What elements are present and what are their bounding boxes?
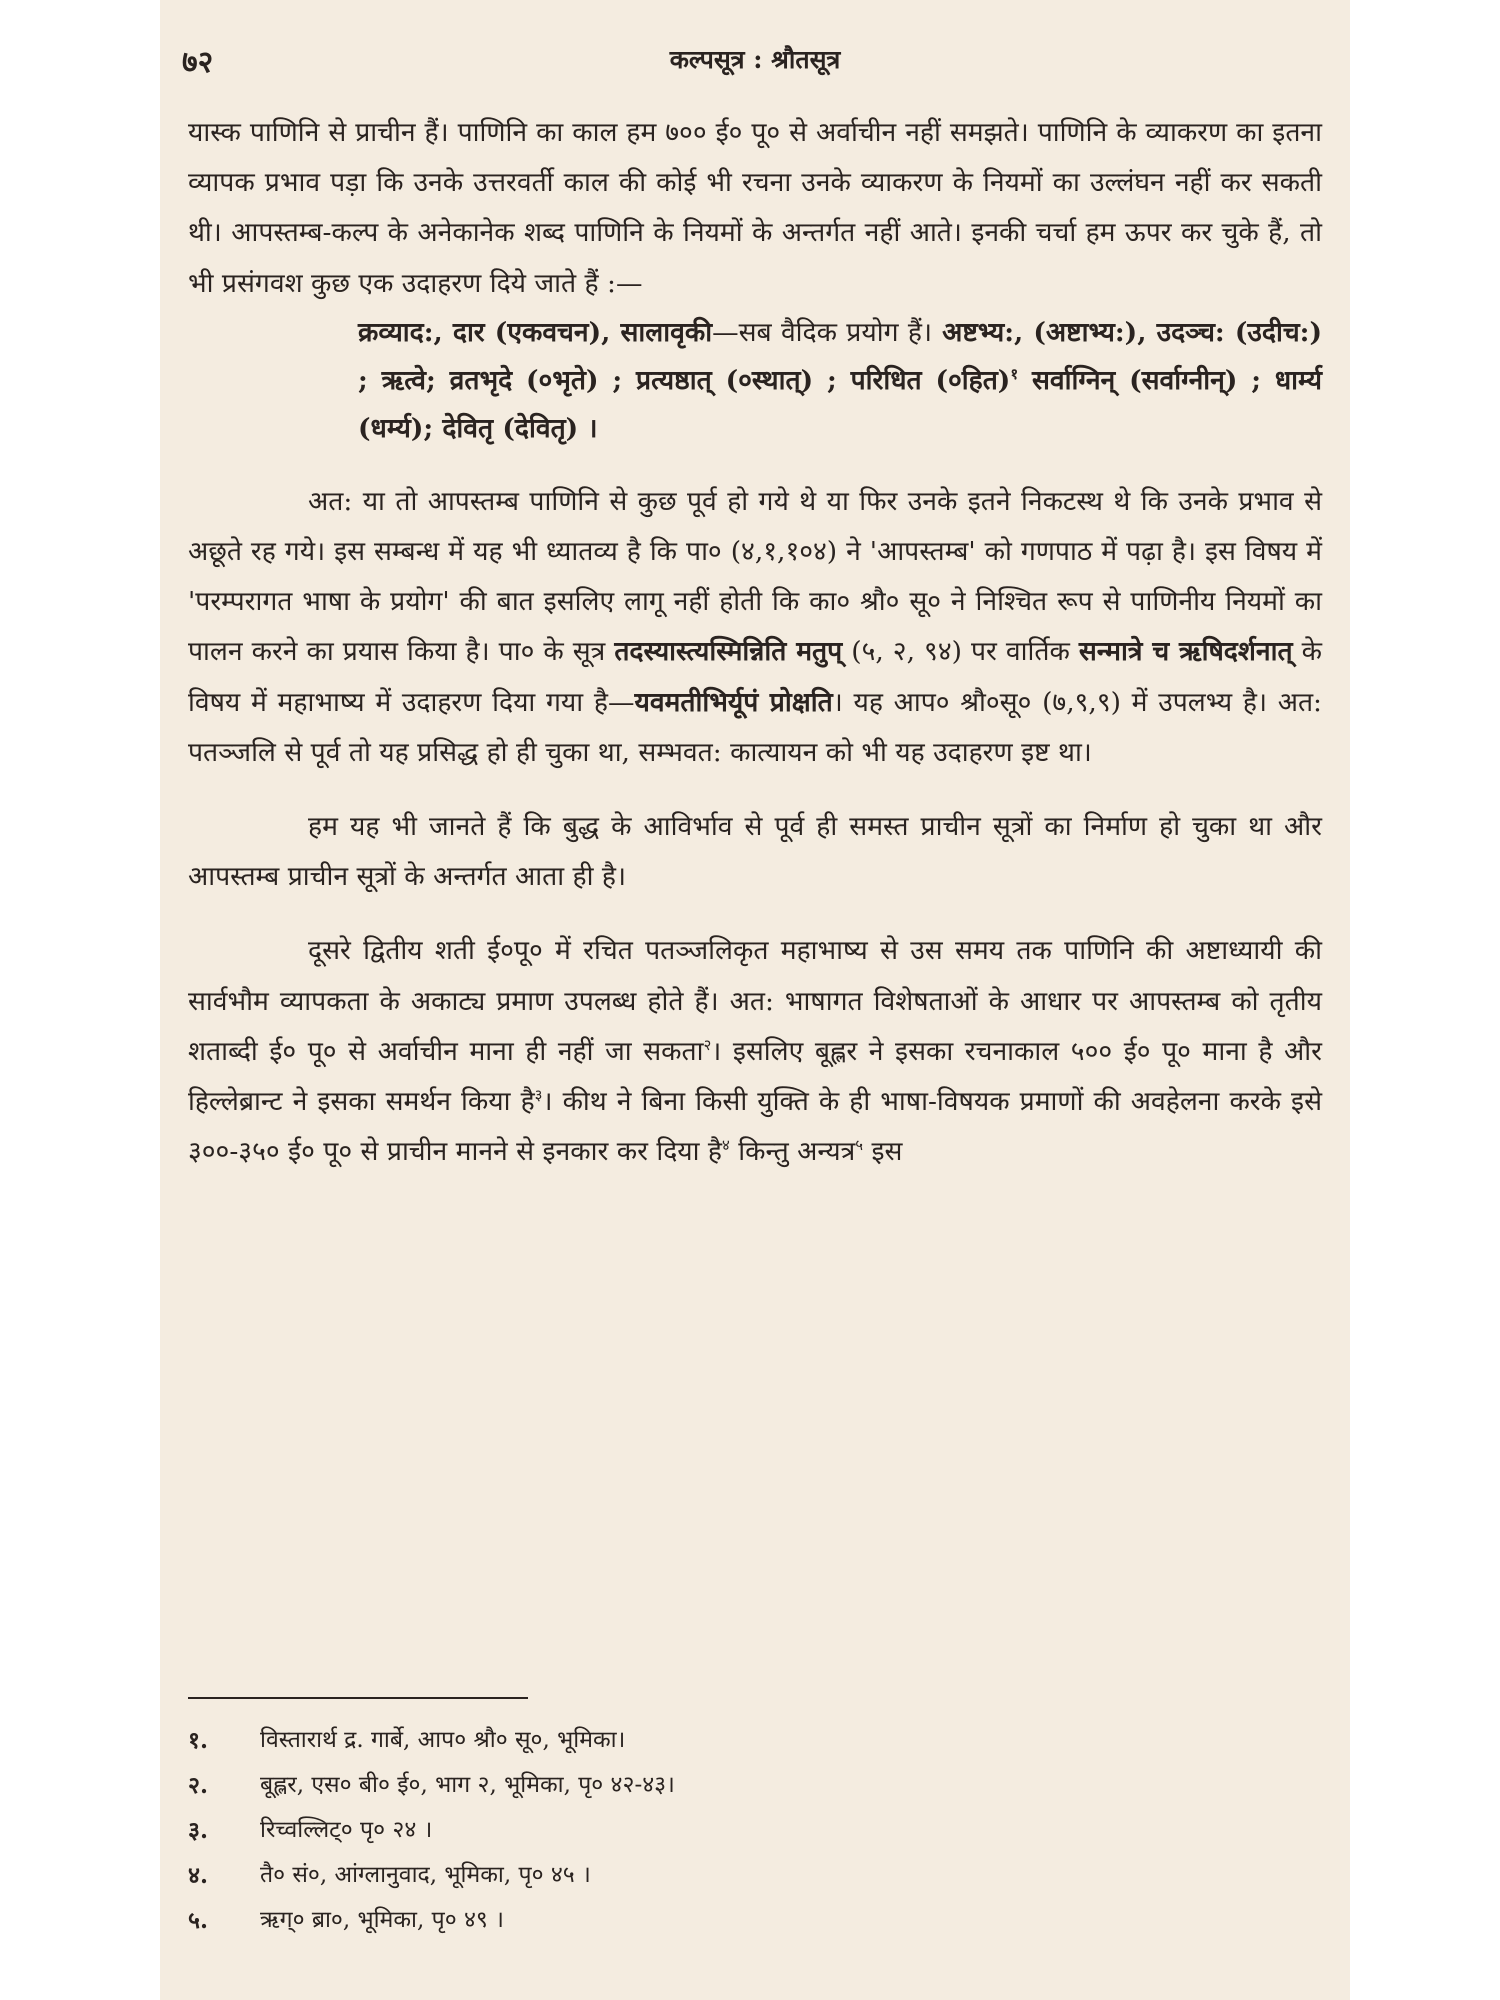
footnote-5: [188, 1898, 1322, 1943]
examples-part-2: —सब वैदिक प्रयोग हैं।: [712, 316, 932, 348]
footnote-number: ३.: [188, 1817, 208, 1844]
footnote-number: १.: [188, 1727, 208, 1754]
vartika-text: सन्मात्रे च ऋषिदर्शनात्: [1078, 636, 1293, 668]
paragraph-4-text-1: दूसरे द्वितीय शती ई०पू० में रचित पतञ्जलिकृत महाभाष्य से उस समय तक पाणिनि की अष्टाध्यायी की सार्वभौम व्यापकता के अकाट्य प्रमाण उपलब्ध होते हैं। अत: भाषागत विशेषताओं के आधार पर आपस्तम्ब को तृतीय शताब्दी ई० पू० से अर्वाचीन माना ही नहीं जा सकता: [188, 935, 1322, 1067]
footnote-text: ऋग्० ब्रा०, भूमिका, पृ० ४९ ।: [260, 1907, 504, 1933]
paragraph-2-text-1: अत: या तो आपस्तम्ब पाणिनि से कुछ पूर्व हो गये थे या फिर उनके इतने निकटस्थ थे कि उनके प्रभाव से अछूते रह गये। इस सम्बन्ध में यह भी ध्यातव्य है कि पा० (४,१,१०४) ने 'आपस्तम्ब' को गणपाठ में पढ़ा है। इस विषय में 'परम्परागत भाषा के प्रयोग' की बात इसलिए लागू नहीं होती कि का० श्रौ० सू० ने निश्चित रूप से पाणिनीय नियमों का पालन करने का प्रयास किया है। पा० के सूत्र: [188, 485, 1322, 668]
paragraph-2-text-4: । यह आप० श्रौ०सू० (७,९,९) में उपलभ्य है। अत: पतञ्जलि से पूर्व तो यह प्रसिद्ध हो ही चुका था, सम्भवत: कात्यायन को भी यह उदाहरण इष्ट था।: [188, 686, 1322, 768]
paragraph-2: [188, 477, 1322, 778]
footnote-number: ४.: [188, 1862, 208, 1889]
footnotes: [188, 1718, 1322, 1943]
paragraph-4-text-4: किन्तु अन्यत्र: [729, 1136, 856, 1168]
footnote-4: [188, 1853, 1322, 1898]
sutra-matup: तदस्यास्त्यस्मिन्निति मतुप्: [614, 636, 843, 668]
footnote-3: [188, 1808, 1322, 1853]
examples-part-3: अष्टभ्य:, (अष्टाभ्य:), उदञ्च: (उदीच:) ; ऋत्वे; व्रतभृदे (०भृते) ; प्रत्यष्ठात् (०स्थात्) ; परिधित (०हित): [358, 316, 1322, 396]
paragraph-2-text-3: के विषय में महाभाष्य में उदाहरण दिया गया है—: [188, 636, 1322, 718]
footnote-ref-1: १: [1010, 364, 1019, 383]
paragraph-3: हम यह भी जानते हैं कि बुद्ध के आविर्भाव से पूर्व ही समस्त प्राचीन सूत्रों का निर्माण हो चुका था और आपस्तम्ब प्राचीन सूत्रों के अन्तर्गत आता ही है।: [188, 811, 1322, 893]
footnote-ref-3: ३: [534, 1086, 543, 1105]
footnote-2: [188, 1763, 1322, 1808]
footnote-ref-4: ४: [722, 1136, 730, 1155]
paragraph-4-text-3: । कीथ ने बिना किसी युक्ति के ही भाषा-विषयक प्रमाणों की अवहेलना करके इसे ३००-३५० ई० पू० से प्राचीन मानने से इनकार कर दिया है: [188, 1086, 1322, 1168]
examples-part-4: सर्वाग्निन् (सर्वाग्नीन्) ; धार्म्य (धर्म्य); देवितृ (देवितृ) ।: [358, 364, 1322, 444]
examples-part-1: क्रव्याद:, दार (एकवचन), सालावृकी: [358, 316, 713, 348]
footnote-ref-5: ५: [855, 1136, 864, 1155]
bhashya-example: यवमतीभिर्यूपं प्रोक्षति: [634, 686, 833, 718]
footnote-ref-2: २: [703, 1036, 712, 1055]
footnote-text: रिच्वल्लिट्० पृ० २४ ।: [260, 1817, 433, 1843]
page-header: [182, 40, 1328, 80]
book-page: [160, 0, 1350, 2000]
paragraph-2-text-2: (५, २, ९४) पर वार्तिक: [851, 636, 1070, 668]
running-title: कल्पसूत्र : श्रौतसूत्र: [669, 45, 841, 74]
footnote-1: [188, 1718, 1322, 1763]
footnote-text: बूह्लर, एस० बी० ई०, भाग २, भूमिका, पृ० ४२-४३।: [260, 1772, 675, 1798]
paragraph-4-text-2: । इसलिए बूह्लर ने इसका रचनाकाल ५०० ई० पू० माना है और हिल्लेब्रान्ट ने इसका समर्थन किया है: [188, 1035, 1322, 1118]
footnote-text: विस्तारार्थ द्र. गार्बे, आप० श्रौ० सू०, भूमिका।: [260, 1727, 626, 1753]
paragraph-1: यास्क पाणिनि से प्राचीन हैं। पाणिनि का काल हम ७०० ई० पू० से अर्वाचीन नहीं समझते। पाणिनि के व्याकरण का इतना व्यापक प्रभाव पड़ा कि उनके उत्तरवर्ती काल की कोई भी रचना उनके व्याकरण के नियमों का उल्लंघन नहीं कर सकती थी। आपस्तम्ब-कल्प के अनेकानेक शब्द पाणिनि के नियमों के अन्तर्गत नहीं आते। इनकी चर्चा हम ऊपर कर चुके हैं, तो भी प्रसंगवश कुछ एक उदाहरण दिये जाते हैं :—: [188, 117, 1322, 299]
footnote-divider: [188, 1697, 528, 1699]
paragraph-4-text-5: इस: [863, 1136, 903, 1168]
body-text: [188, 108, 1322, 1177]
footnote-number: ५.: [188, 1907, 208, 1934]
footnote-text: तै० सं०, आंग्लानुवाद, भूमिका, पृ० ४५ ।: [260, 1862, 591, 1888]
footnote-number: २.: [188, 1772, 208, 1799]
examples-block: [358, 309, 1322, 453]
page-number: ७२: [182, 45, 214, 80]
paragraph-4: [188, 926, 1322, 1177]
